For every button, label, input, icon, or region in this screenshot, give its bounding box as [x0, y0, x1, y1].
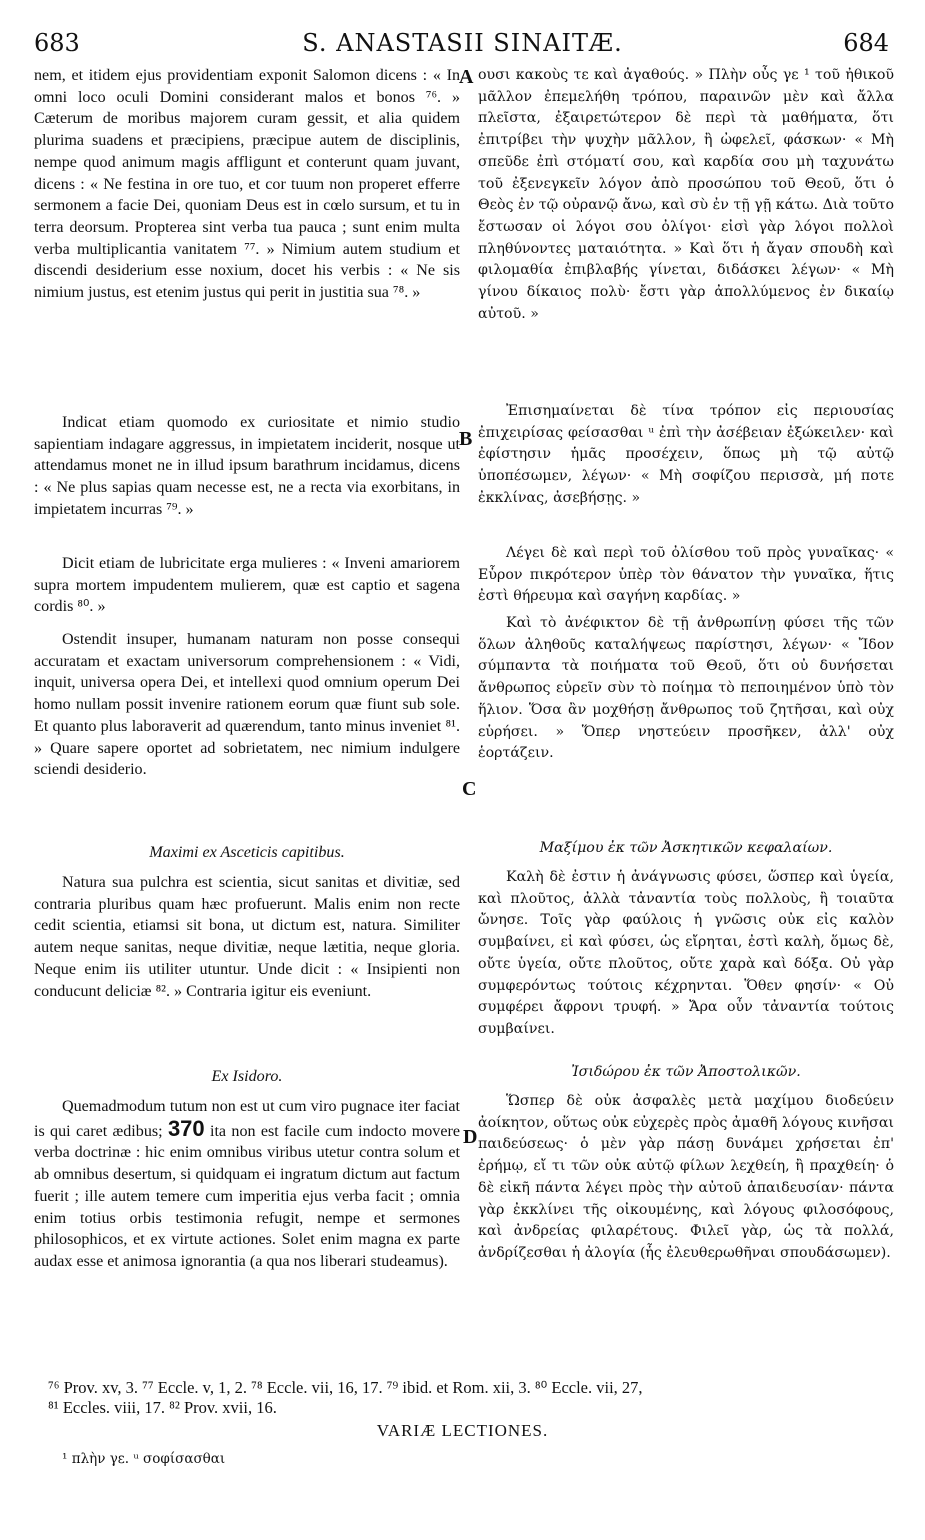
latin-paragraph-5: Natura sua pulchra est scientia, sicut sanitas et divitiæ, sed contraria pluribus quam hæc profuerunt. Malis enim non recte cedit scientia, etiamsi sit bona, ut dictum est, natura. Similiter autem neque sanitas, neque divitiæ, neque lætitia, neque gloria. Neque enim iis utiliter utuntur. Unde dicit : « Insipienti non conducunt deliciæ ⁸². » Contraria igitur eis eveniunt. [34, 874, 460, 1000]
greek-title-isidore: Ἰσιδώρου ἐκ τῶν Ἀποστολικῶν. [571, 1064, 801, 1080]
latin-paragraph-2: Indicat etiam quomodo ex curiositate et nimio studio sapientiam indagare aggressus, in impietatem inciderit, nosque ut attendamus monet ne in illud ipsum barathrum incidamus, dicens : « Ne plus sapias quam necesse est, ne a recta via exorbitans, in impietatem incurras ⁷⁹. » [34, 414, 460, 518]
margin-marker-a: A [459, 66, 474, 88]
latin-title-isidore: Ex Isidoro. [211, 1068, 283, 1085]
greek-column [478, 65, 894, 1265]
column-number: 370 [167, 1115, 205, 1141]
latin-title-maximus: Maximi ex Asceticis capitibus. [149, 844, 345, 861]
latin-paragraph-1: nem, et itidem ejus providentiam exponit Salomon dicens : « In omni loco oculi Domini considerant malos et bonos ⁷⁶. » Cæterum de moribus majorem curam gessit, et alia quidem plurima suadens et præcipiens, præcipue autem de disciplinis, nempe quod animum magis affligunt et conterunt quam juvant, dicens : « Ne festina in ore tuo, et cor tuum non properet efferre sermonem a facie Dei, quoniam Deus est in cœlo sursum, et tu in terra deorsum. Propterea sint verba tua pauca ; sunt enim multa verba multiplicantia vanitatem ⁷⁷. » Nimium autem studium et discendi desiderium esse noxium, docet his verbis : « Ne sis nimium justus, est etenim justus qui perit in justitia sua ⁷⁸. » [34, 67, 460, 302]
running-title: S. ANASTASII SINAITÆ. [302, 29, 623, 57]
footnote-line-1: ⁷⁶ Prov. xv, 3. ⁷⁷ Eccle. v, 1, 2. ⁷⁸ Eccle. vii, 16, 17. ⁷⁹ ibid. et Rom. xii, 3. ⁸⁰ Eccle. vii, 27, [48, 1378, 643, 1397]
greek-paragraph-2: Ἐπισημαίνεται δὲ τίνα τρόπον εἰς περιουσίας ἐπιχειρίσας φείσασθαι ᵘ ἐπὶ τὴν ἀσέβειαν ἐξώκειλεν· καὶ ἐφίστησιν ἡμᾶς προσέχειν, ὅπως μὴ τῷ αὐτῷ ὑποπέσωμεν, λέγων· « Μὴ σοφίζου περισσὰ, μή ποτε ἐκκλίνας, ἀσεβήσῃς. » [478, 403, 894, 506]
footnote-line-2: ⁸¹ Eccles. viii, 17. ⁸² Prov. xvii, 16. [48, 1398, 277, 1417]
margin-marker-b: B [459, 428, 473, 450]
greek-paragraph-1: ουσι κακοὺς τε καὶ ἀγαθούς. » Πλὴν οὖς γε ¹ τοῦ ἠθικοῦ μᾶλλον ἐπεμελήθη τρόπου, παραινῶν μὲν καὶ ἄλλα πλεῖστα, ἐξαιρετώτερον δὲ περὶ τὰ μαθήματα, ὅτι ἐπιτρίβει τὴν ψυχὴν μᾶλλον, ἢ ὠφελεῖ, φάσκων· « Μὴ σπεῦδε ἐπὶ στόματί σου, καὶ καρδία σου μὴ ταχυνάτω τοῦ ἐξενεγκεῖν λόγον ἀπὸ προσώπου τοῦ Θεοῦ, ὅτι ὁ Θεὸς ἐν τῷ οὐρανῷ ἄνω, καὶ σὺ ἐν τῇ γῇ κάτω. Διὰ τοῦτο ἔστωσαν οἱ λόγοι σου ὀλίγοι· εἰσὶ γὰρ λόγοι πολλοὶ πληθύνοντες ματαιότητα. » Καὶ ὅτι ἡ ἄγαν σπουδὴ καὶ φιλομαθία ἐπιβλαβής γίνεται, διδάσκει λέγων· « Μὴ γίνου δίκαιος πολὺ· ἔστι γὰρ ἀπολλύμενος ἐν δικαίῳ αὐτοῦ. » [478, 67, 894, 322]
margin-marker-c: C [462, 778, 477, 800]
variae-lectiones-title: VARIÆ LECTIONES. [376, 1421, 549, 1440]
latin-paragraph-6-start: Quemadmodum tutum non est ut cum viro pugnace iter faciat is qui caret ædibus; [34, 1098, 460, 1140]
page-number-left: 683 [34, 29, 80, 57]
greek-title-maximus: Μαξίμου ἐκ τῶν Ἀσκητικῶν κεφαλαίων. [539, 840, 833, 856]
variae-lectiones-notes: ¹ πλὴν γε. ᵘ σοφίσασθαι [62, 1451, 226, 1467]
greek-paragraph-5: Καλὴ δὲ ἐστιν ἡ ἀνάγνωσις φύσει, ὥσπερ καὶ ὑγεία, καὶ πλοῦτος, ἀλλὰ τἀναντία τοὺς πολλοὺς, ἢ τοιαῦτα ὤνησε. Τοῖς γὰρ φαύλοις ἡ γνῶσις οὐκ εἰς καλὸν συμβαίνει, εἰ καὶ φύσει, ὡς εἴρηται, ἐστὶ καλὴ, ὅμως δὲ, οὔτε ὑγεία, οὔτε πλοῦτος, οὔτε χαρὰ καὶ δόξα. Οὐ γὰρ συμφερόντως τούτοις κέχρηνται. Ὅθεν φησίν· « Οὐ συμφέρει ἄφρονι τρυφή. » Ἄρα οὖν τἀναντία τούτοις συμβαίνει. [478, 869, 894, 1037]
greek-paragraph-6: Ὥσπερ δὲ οὐκ ἀσφαλὲς μετὰ μαχίμου διοδεύειν ἀοίκητον, οὕτως οὐκ εὐχερὲς πρὸς ἀμαθῆ λόγους κινῆσαι παιδεύσεως· ὁ μὲν γὰρ πάσῃ δυνάμει χρήσεται ἐπ' ἐρήμῳ, εἴ τι τῶν οὐκ αὐτῷ φίλων λεχθείη, ἢ πραχθείη· ὁ δὲ εἰκῆ πάντα λέγει πρὸς τὴν αὐτοῦ ἀπαιδευσίαν· πάντα γὰρ ἐκκλίνει τῆς οἰκουμένης, καὶ λόγους φιλοσόφους, καὶ ἀνδρείας φιλαρέτους. Φιλεῖ γὰρ, ὡς τὰ πολλά, ἀνδρίζεσθαι ἡ ἀλογία (ἧς ἐλευθερωθῆναι σπουδάσωμεν). [478, 1093, 894, 1261]
greek-paragraph-3: Λέγει δὲ καὶ περὶ τοῦ ὀλίσθου τοῦ πρὸς γυναῖκας· « Εὗρον πικρότερον ὑπὲρ τὸν θάνατον τὴν γυναῖκα, ἥτις ἐστὶ θήρευμα καὶ σαγήνη καρδίας. » [478, 545, 894, 605]
latin-paragraph-3: Dicit etiam de lubricitate erga mulieres : « Inveni amariorem supra mortem impudentem mulierem, quæ est captio et sagena cordis ⁸⁰. » [34, 555, 460, 616]
latin-paragraph-6 [34, 1096, 460, 1273]
greek-paragraph-4: Καὶ τὸ ἀνέφικτον δὲ τῇ ἀνθρωπίνῃ φύσει τῆς τῶν ὅλων ἀληθοῦς καταλήψεως παρίστησι, λέγων· « Ἴδον σύμπαντα τὰ ποιήματα τοῦ Θεοῦ, ὅτι οὐ δυνήσεται ἄνθρωπος εὑρεῖν σὺν τὸ ποίημα τὸ πεποιημένον ὑπὸ τὸν ἥλιον. Ὅσα ἂν μοχθήσῃ ἄνθρωπος τοῦ ζητῆσαι, καὶ οὐχ εὑρήσει. » Ὅπερ νηστεύειν προσῆκεν, ἀλλ' οὐχ ἑορτάζειν. [478, 615, 894, 762]
latin-paragraph-6-end: ita non est facile cum indocto movere verba doctrinæ : hic enim omnibus viribus utetur contra solum et ab omnibus desertum, si quidquam ei ingratum dictum aut factum fuerit ; ille autem temere cum imperitia ejus verba facit ; omnia enim totius orbis testimonia refugit, nempe et sermones philosophicos, et ex virtute actiones. Solet enim magna ex parte audax esse et animosa ignorantia (a qua nos liberari studeamus). [34, 1122, 460, 1270]
margin-marker-d: D [463, 1126, 478, 1148]
page-number-right: 684 [843, 29, 889, 57]
latin-column [34, 65, 460, 1273]
latin-paragraph-4: Ostendit insuper, humanam naturam non posse consequi accuratam et exactam universorum comprehensionem : « Vidi, inquit, universa opera Dei, et intellexi quod omnium operum Dei homo nullam possit invenire rationem eorum quæ fiunt sub sole. Et quanto plus laboraverit ad quærendum, tanto minus inveniet ⁸¹. » Quare sapere oportet ad sobrietatem, nec nimium indulgere sciendi desiderio. [34, 631, 460, 779]
footnotes [48, 1378, 908, 1418]
